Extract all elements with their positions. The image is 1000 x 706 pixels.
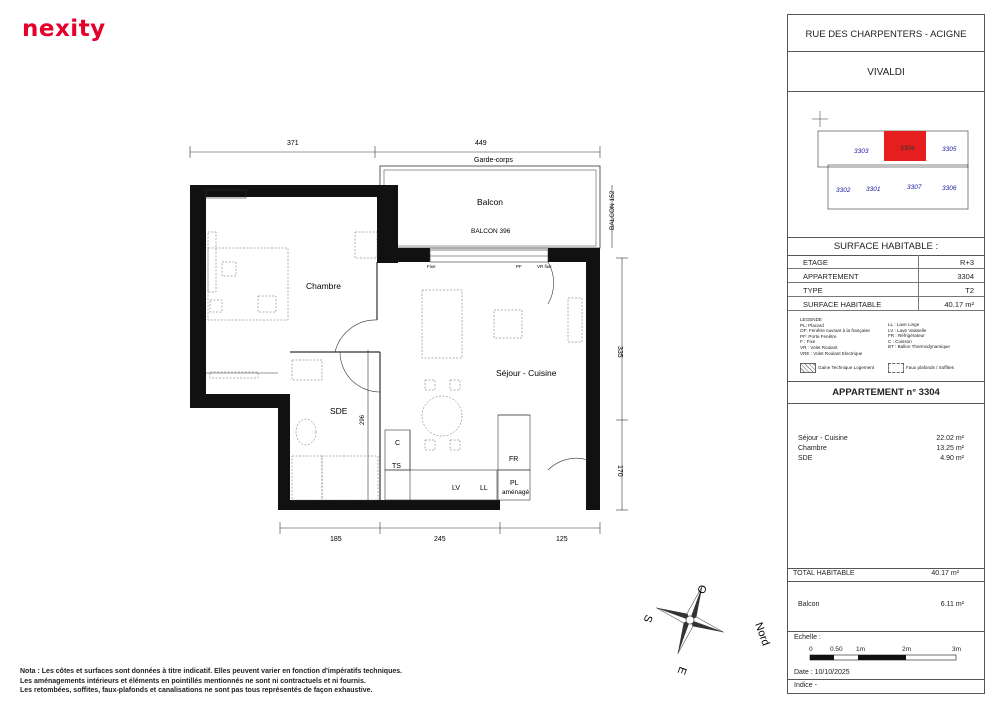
- svg-text:3m: 3m: [952, 646, 962, 653]
- note-line: Nota : Les côtes et surfaces sont données à titre indicatif. Elles peuvent varier en fonction d'impératifs techniques.: [20, 668, 403, 675]
- unit-3304: 3304: [900, 145, 915, 152]
- room-area: Séjour - Cuisine 22.02 m²: [798, 435, 964, 442]
- room-sejour: Séjour - Cuisine: [496, 368, 557, 378]
- room-area: Chambre 13.25 m²: [798, 445, 964, 452]
- garde-corps-label: Garde-corps: [474, 157, 513, 164]
- dim-top-right: 449: [475, 140, 487, 147]
- scale-bar: [788, 643, 984, 667]
- svg-text:0: 0: [809, 646, 813, 653]
- fr-label: FR: [509, 456, 519, 463]
- legend-faux: Faux plafonds / Soffites: [906, 365, 954, 370]
- compass-north: Nord: [752, 620, 772, 648]
- surface-row: APPARTEMENT 3304: [788, 269, 984, 283]
- dim-bottom-2: 245: [434, 536, 446, 543]
- gaine-swatch: [800, 363, 816, 373]
- dim-right-2: 170: [616, 465, 623, 477]
- unit-3302: 3302: [836, 187, 851, 194]
- legend-right: LL : Lave Linge LV : Lave Vaisselle FR : Réfrigérateur C : Cuisson BT : Ballon Thermodynamique: [888, 322, 950, 350]
- footnote: [20, 667, 540, 696]
- cuisson-label: C: [395, 440, 401, 447]
- unit-3306: 3306: [942, 185, 957, 192]
- unit-3307: 3307: [907, 184, 922, 191]
- room-chambre: Chambre: [306, 281, 341, 291]
- nexity-logo: nexity: [22, 16, 106, 42]
- lv-label: LV: [452, 485, 461, 492]
- dim-bottom-3: 125: [556, 536, 568, 543]
- unit-3305: 3305: [942, 146, 957, 153]
- room-sde: SDE: [330, 406, 348, 416]
- faux-swatch: [888, 363, 904, 373]
- ts-label: TS: [392, 463, 401, 470]
- note-line: Les retombées, soffites, faux-plafonds et canalisations ne sont pas tous représentés de façon exhaustive.: [20, 687, 373, 694]
- balcony: [380, 166, 600, 248]
- compass-rose: [644, 574, 736, 666]
- dim-top-left: 371: [287, 140, 299, 147]
- key-plan: [788, 95, 984, 235]
- door-swings: [335, 262, 588, 470]
- walls: [190, 185, 600, 510]
- svg-text:2m: 2m: [902, 646, 912, 653]
- legend-left: LEGENDE PL: Placard OF: Fenêtre ouvrant à la française PF: Porte Fenêtre F : Fixe VR : Volet Roulant VRE : Volet Roulant Electrique: [800, 317, 870, 356]
- unit-3301: 3301: [866, 186, 881, 193]
- balcon-width-label: BALCON 396: [471, 228, 511, 235]
- window-fixe-label: Fixe: [427, 264, 436, 269]
- window-pf-label: PF: [516, 264, 522, 269]
- svg-text:0.50: 0.50: [830, 646, 843, 653]
- scale-label: Echelle :: [794, 634, 821, 641]
- street-title: RUE DES CHARPENTERS - ACIGNE: [805, 29, 967, 40]
- surface-row: ETAGE R+3: [788, 255, 984, 269]
- date-label: Date : 10/10/2025: [794, 669, 850, 676]
- svg-text:1m: 1m: [856, 646, 866, 653]
- dim-sde-height: 296: [360, 414, 366, 425]
- room-balcon: Balcon: [477, 197, 503, 207]
- compass-east: E: [674, 664, 689, 676]
- compass-west: O: [694, 582, 709, 596]
- dim-bottom-1: 185: [330, 536, 342, 543]
- balcon-area: Balcon 6.11 m²: [798, 601, 964, 608]
- ll-label: LL: [480, 485, 488, 492]
- surface-title: SURFACE HABITABLE :: [833, 241, 939, 252]
- surface-row: TYPE T2: [788, 283, 984, 297]
- total-habitable: TOTAL HABITABLE 40.17 m²: [793, 570, 959, 577]
- window-vr-label: VR fixe: [537, 264, 552, 269]
- residence-title: VIVALDI: [867, 67, 905, 78]
- surface-row: SURFACE HABITABLE 40.17 m²: [788, 297, 984, 311]
- title-block: [787, 14, 985, 694]
- dimension-lines: [190, 146, 628, 534]
- dim-right-1: 335: [616, 346, 623, 358]
- amenage-label: aménagé: [502, 489, 530, 496]
- legend-gaine: Gaine Technique Logement: [818, 365, 875, 370]
- unit-3303: 3303: [854, 148, 869, 155]
- room-area: SDE 4.90 m²: [798, 455, 964, 462]
- note-line: Les aménagements intérieurs et éléments en pointillés mentionnés ne sont ni contractuels et ni fournis.: [20, 677, 366, 685]
- pl-label: PL: [510, 480, 519, 487]
- compass-south: S: [640, 612, 655, 624]
- balcon-depth-label: BALCON 152: [609, 190, 616, 230]
- indice-label: Indice -: [794, 682, 817, 689]
- furniture: [208, 232, 582, 500]
- apartment-title: APPARTEMENT n° 3304: [832, 387, 940, 398]
